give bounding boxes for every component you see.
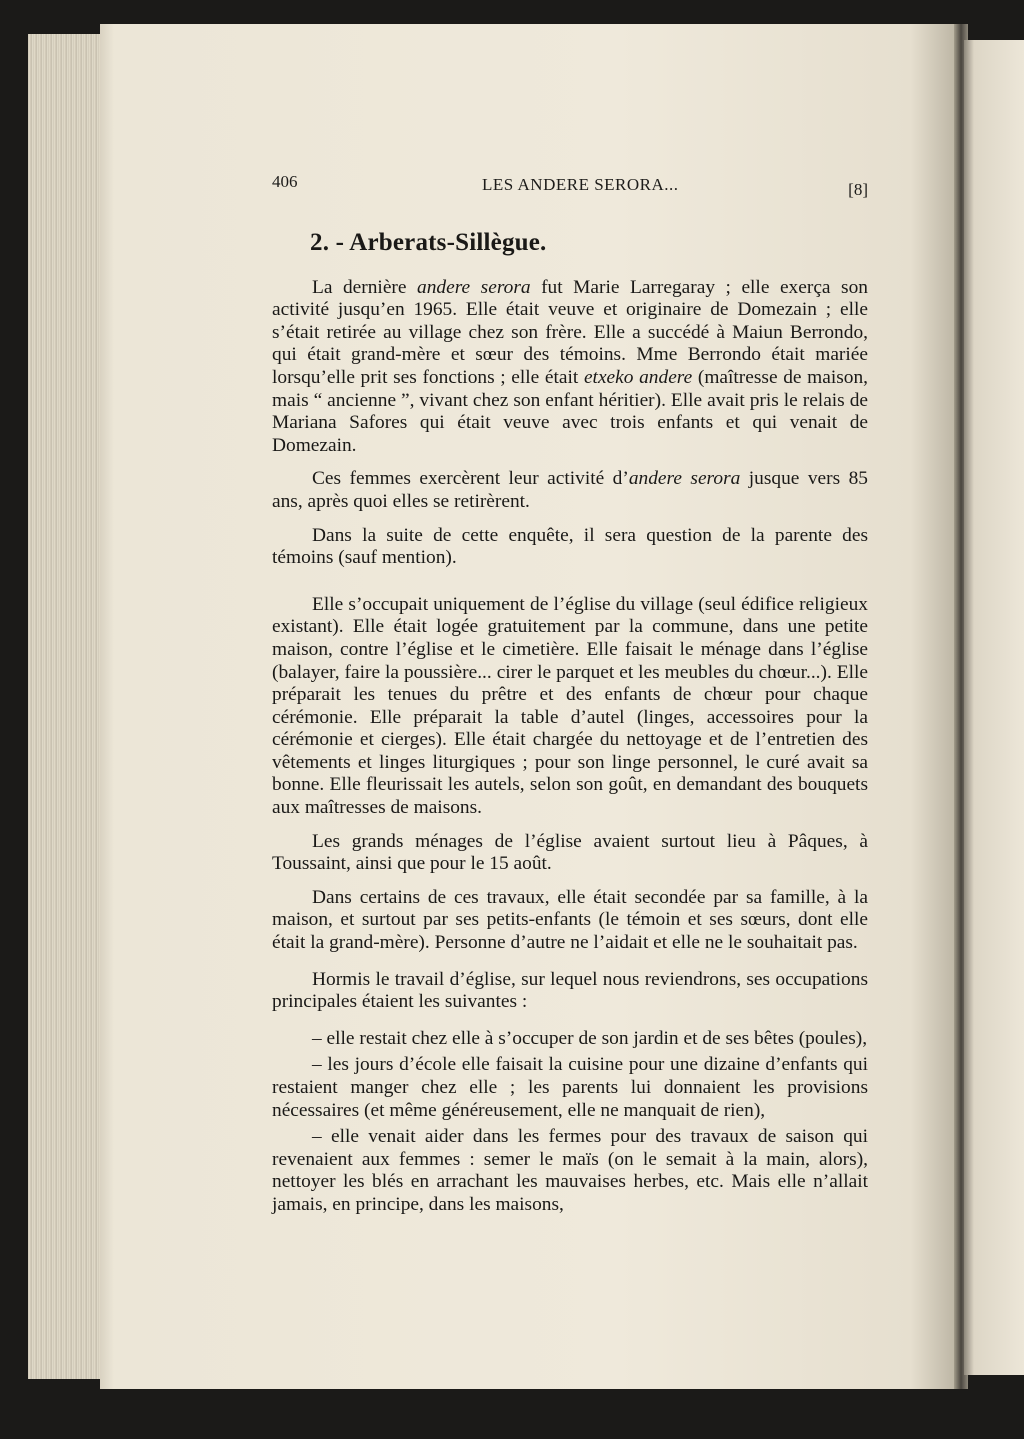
running-title: LES ANDERE SERORA... [482,175,679,194]
facing-page-edge [964,40,1024,1375]
paragraph [272,969,868,1014]
paragraph [272,831,868,876]
text-run: (maîtresse de maison, mais “ ancienne ”, vivant chez son enfant héritier). Elle avait pris le relais de Mariana Safores qui était veuve avec trois enfants et qui venait de Domezain. [272,366,869,456]
text-run: jusque vers 85 ans, après quoi elles se retirèrent. [272,468,869,512]
text-run: Ces femmes exercèrent leur activité d’ [312,468,629,490]
list-item [272,1126,868,1216]
page-number: 406 [272,172,298,191]
section-heading: 2. - Arberats-Sillègue. [310,229,547,256]
paragraph [272,594,868,820]
text-run: – elle venait aider dans les fermes pour des travaux de saison qui revenaient aux femmes : semer le maïs (on le semait à la main, alors), nettoyer les blés en arrachant les mauvaises herbes, etc. Mais elle n’allait jamais, en principe, dans les maisons, [272,1126,868,1215]
text-run: Dans la suite de cette enquête, il sera question de la parente des témoins (sauf mention). [272,524,868,569]
italic-term: etxeko andere [583,366,693,388]
paragraph [272,277,868,458]
list-item [272,1028,868,1051]
text-run: fut Marie Larregaray ; elle exerça son activité jusqu’en 1965. Elle était veuve et originaire de Domezain ; elle s’était retirée au village chez son frère. Elle a succédé à Maiun Berrondo, qui était grand-mère et sœur des témoins. Mme Berrondo était mariée lorsqu’elle prit ses fonctions ; elle était [272,276,868,388]
text-run: Elle s’occupait uniquement de l’église du village (seul édifice religieux existant). Elle était logée gratuitement par la commune, dans une petite maison, contre l’église et le cimetière. Elle faisait le ménage dans l’église (balayer, faire la poussière... cirer le parquet et les meubles du chœur...). Elle préparait les tenues du prêtre et des enfants de chœur pour chaque cérémonie. Elle préparait la table d’autel (linges, accessoires pour la cérémonie et cierges). Elle était chargée du nettoyage et de l’entretien des vêtements et linges liturgiques ; pour son linge personnel, le curé avait sa bonne. Elle fleurissait les autels, selon son goût, en demandant des bouquets aux maîtresses de maisons. [272,593,868,819]
text-run: Hormis le travail d’église, sur lequel nous reviendrons, ses occupations principales étaient les suivantes : [272,968,868,1013]
text-run: Les grands ménages de l’église avaient surtout lieu à Pâques, à Toussaint, ainsi que pour le 15 août. [272,830,868,875]
paragraph [272,525,868,570]
text-run: La dernière [312,276,418,298]
page-body [272,229,869,1221]
section-reference: [8] [848,180,868,199]
italic-term: andere serora [417,276,531,298]
text-run: Dans certains de ces travaux, elle était secondée par sa famille, à la maison, et surtout par ses petits-enfants (le témoin et ses sœurs, dont elle était la grand-mère). Personne d’autre ne l’aidait et elle ne le souhaitait pas. [272,886,868,954]
italic-term: andere serora [628,468,741,490]
running-header [272,172,872,199]
text-run: – les jours d’école elle faisait la cuisine pour une dizaine d’enfants qui restaient manger chez elle ; les parents lui donnaient les provisions nécessaires (et même généreusement, elle ne manquait de rien), [272,1054,868,1121]
paragraph [272,468,868,513]
list-item [272,1054,868,1122]
paragraph [272,887,868,955]
text-run: – elle restait chez elle à s’occuper de son jardin et de ses bêtes (poules), [312,1027,868,1049]
